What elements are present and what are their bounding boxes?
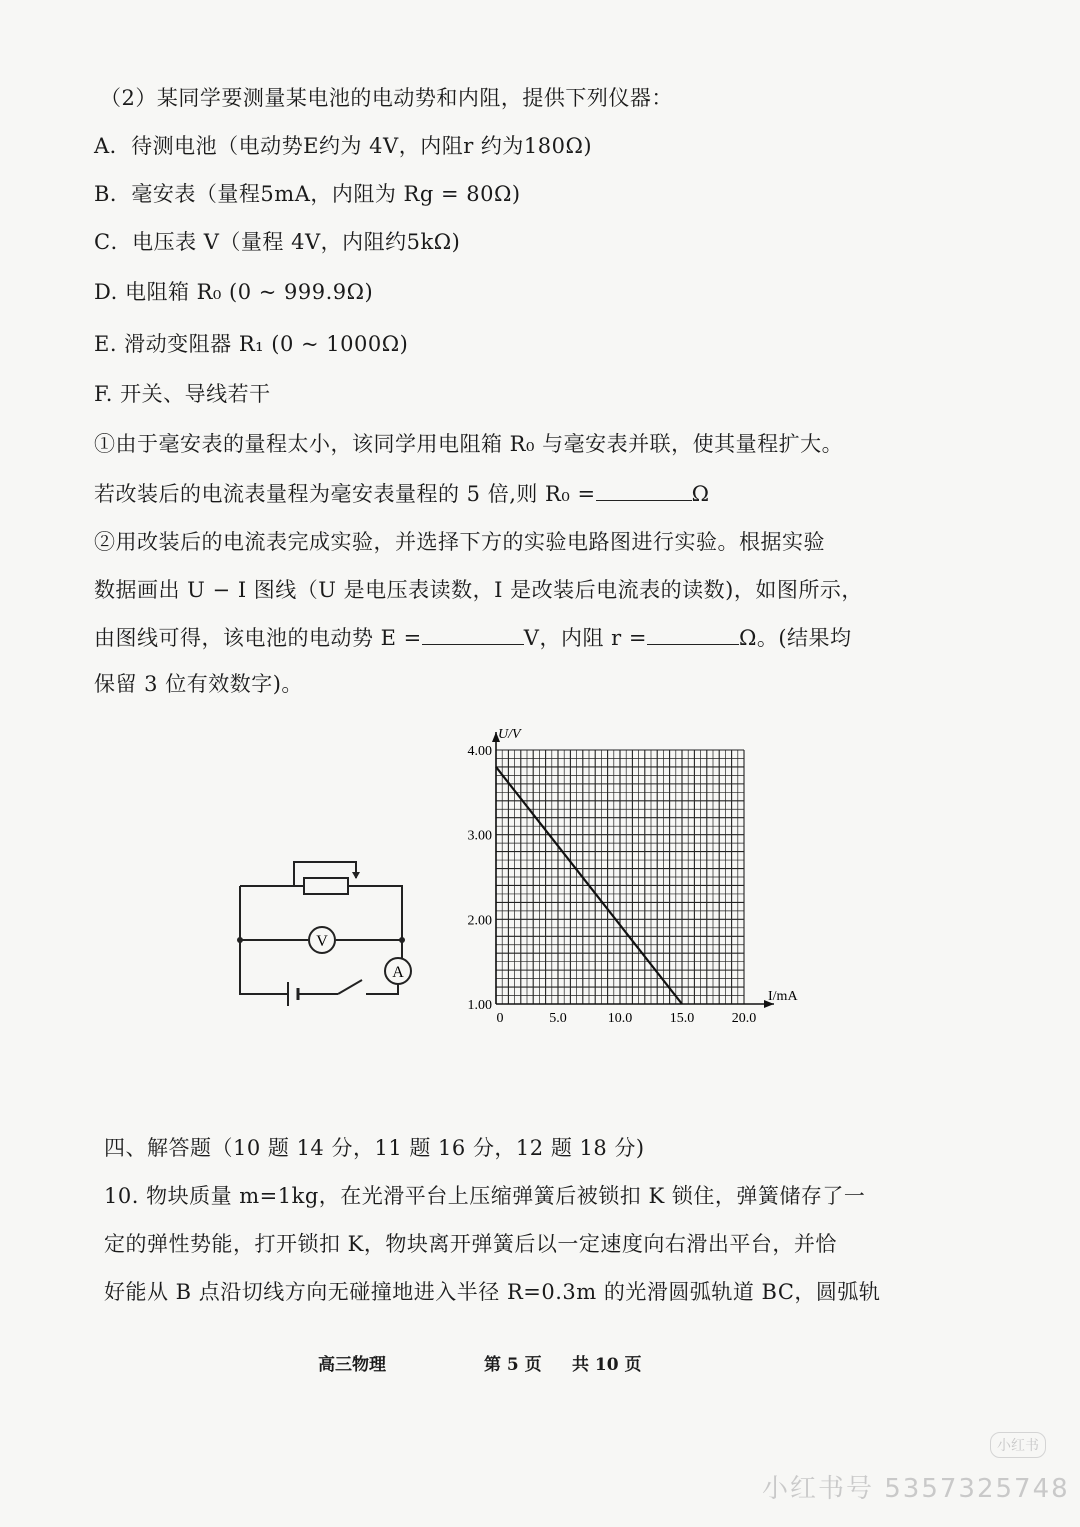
x-tick-label: 15.0	[669, 1011, 695, 1026]
answer-blank-r[interactable]	[647, 626, 739, 645]
circuit-wire-bottom-right	[366, 984, 398, 994]
sub2-line3	[94, 622, 852, 652]
x-tick-label: 5.0	[549, 1011, 567, 1026]
chart-y-ticks	[468, 744, 493, 1013]
y-tick-label: 4.00	[467, 744, 492, 759]
chart-y-label: U/V	[498, 727, 521, 742]
option-e: E. 滑动变阻器 R₁ (0 ~ 1000Ω)	[94, 332, 409, 356]
voltmeter-label: V	[316, 933, 328, 950]
chart-grid	[492, 732, 774, 1008]
option-d: D. 电阻箱 R₀ (0 ~ 999.9Ω)	[94, 280, 374, 304]
option-b: B．毫安表（量程5mA，内阻为 Rg = 80Ω)	[94, 182, 521, 206]
junction-right	[399, 937, 405, 943]
sub2-emf-text: 由图线可得，该电池的电动势 E =	[94, 626, 422, 650]
y-tick-label: 1.00	[467, 998, 492, 1013]
watermark-id: 小红书号 5357325748	[762, 1474, 1070, 1504]
q10-line1: 10. 物块质量 m=1kg，在光滑平台上压缩弹簧后被锁扣 K 锁住，弹簧储存了一	[104, 1184, 866, 1208]
footer-page: 第 5 页	[484, 1355, 542, 1375]
footer-total: 共 10 页	[572, 1355, 642, 1375]
slider-arrow-head	[352, 872, 360, 879]
rheostat	[304, 878, 348, 894]
q2-intro: （2）某同学要测量某电池的电动势和内阻，提供下列仪器：	[100, 86, 673, 110]
circuit-wire-top-right	[348, 886, 402, 958]
sub1-line1: ①由于毫安表的量程太小，该同学用电阻箱 R₀ 与毫安表并联，使其量程扩大。	[94, 432, 844, 456]
sub1-text: 若改装后的电流表量程为毫安表量程的 5 倍,则 R₀ =	[94, 482, 596, 506]
watermark-logo: 小红书	[990, 1432, 1046, 1458]
u-i-chart	[440, 720, 820, 1030]
circuit-diagram	[228, 850, 428, 1010]
option-f: F. 开关、导线若干	[94, 382, 271, 406]
chart-x-label: I/mA	[768, 989, 798, 1004]
sub2-line4: 保留 3 位有效数字)。	[94, 672, 303, 696]
y-tick-label: 3.00	[467, 828, 492, 844]
y-tick-label: 2.00	[467, 913, 492, 929]
sub2-mid-text: V，内阻 r =	[523, 626, 647, 650]
sub1-line2	[94, 478, 709, 508]
x-tick-label: 20.0	[731, 1011, 757, 1026]
section4-heading: 四、解答题（10 题 14 分，11 题 16 分，12 题 18 分)	[104, 1136, 645, 1160]
answer-blank-emf[interactable]	[422, 626, 524, 645]
option-a: A．待测电池（电动势E约为 4V，内阻r 约为180Ω)	[94, 134, 593, 158]
footer-subject: 高三物理	[318, 1355, 386, 1375]
sub2-line2: 数据画出 U − I 图线（U 是电压表读数，I 是改装后电流表的读数)，如图所示，	[94, 578, 863, 602]
sub2-post-text: Ω。(结果均	[738, 626, 852, 650]
sub2-line1: ②用改装后的电流表完成实验，并选择下方的实验电路图进行实验。根据实验	[94, 530, 825, 554]
junction-left	[237, 937, 243, 943]
chart-x-ticks	[497, 1011, 757, 1026]
q10-line2: 定的弹性势能，打开锁扣 K，物块离开弹簧后以一定速度向右滑出平台，并恰	[104, 1232, 837, 1256]
option-c: C．电压表 V（量程 4V，内阻约5kΩ)	[94, 230, 461, 254]
q10-line3: 好能从 B 点沿切线方向无碰撞地进入半径 R=0.3m 的光滑圆弧轨道 BC，圆弧轨	[104, 1280, 881, 1304]
x-tick-label: 10.0	[607, 1011, 633, 1026]
sub1-unit: Ω	[691, 482, 710, 506]
x-tick-label: 0	[496, 1011, 504, 1026]
ammeter-label: A	[392, 964, 404, 981]
answer-blank-r0[interactable]	[596, 482, 692, 501]
switch-blade	[338, 980, 362, 994]
